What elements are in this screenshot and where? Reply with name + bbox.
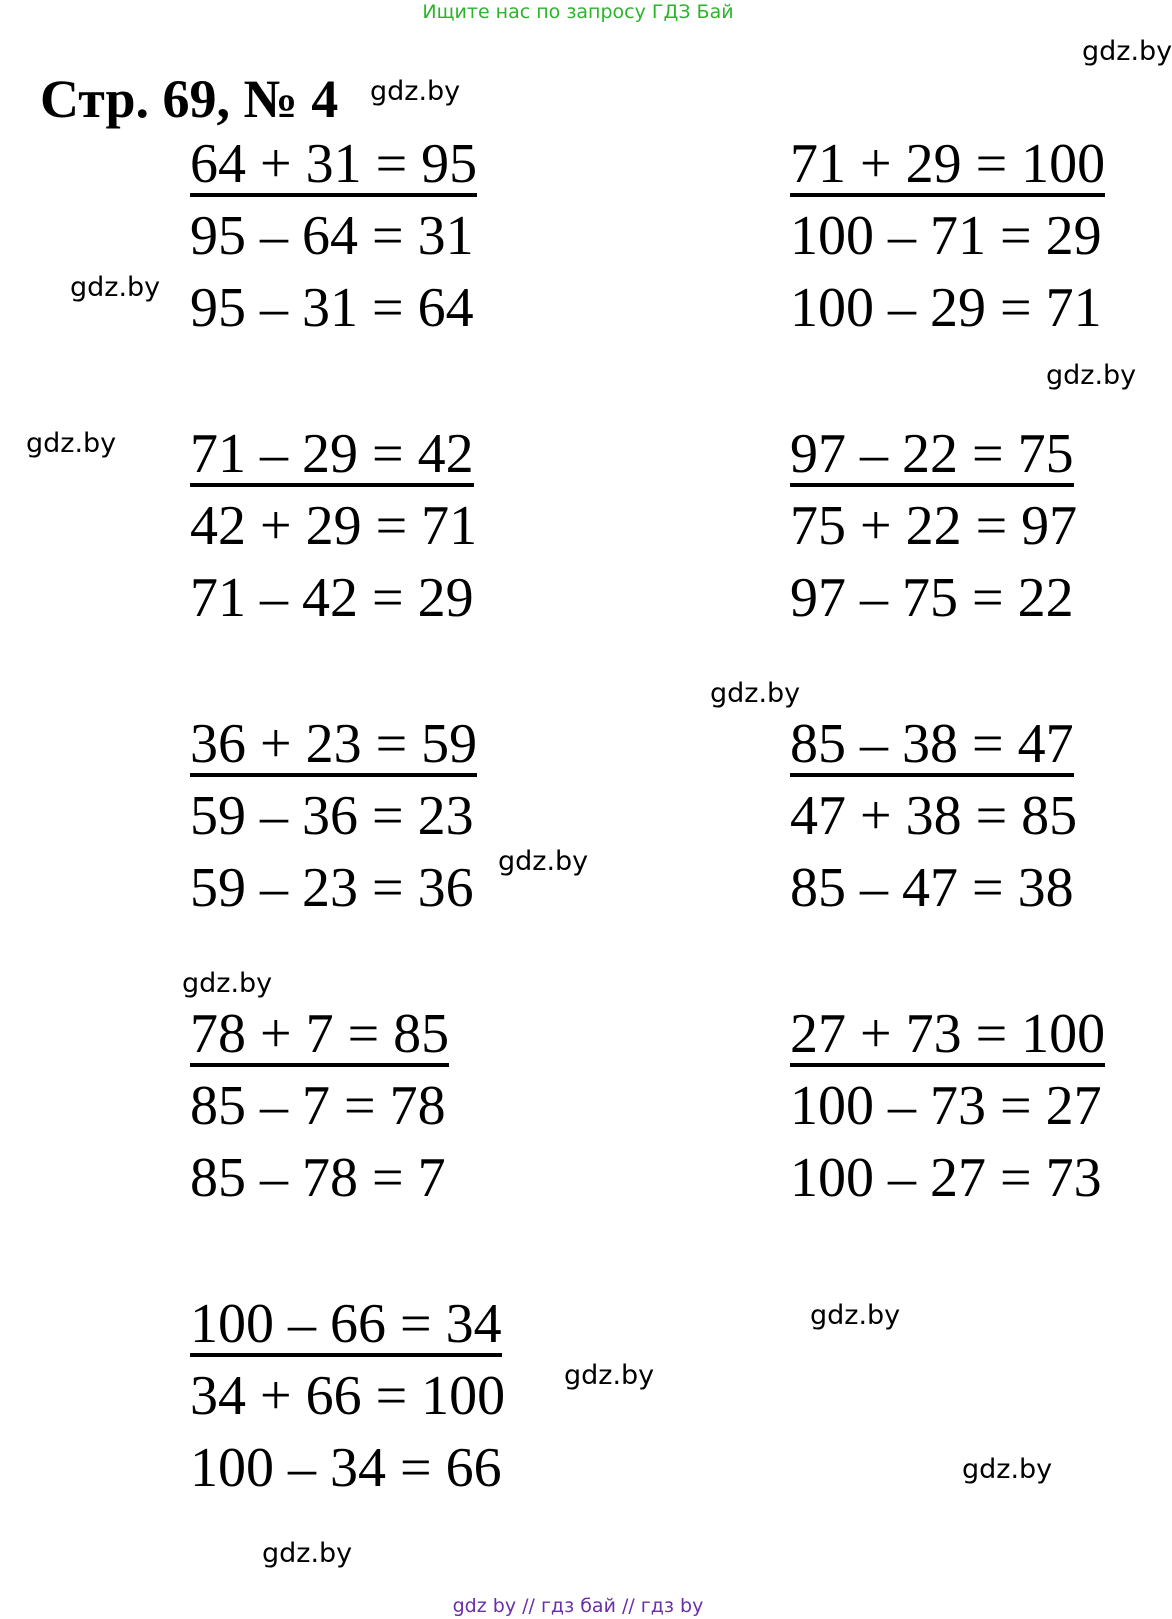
equation-check: 59 – 36 = 23 <box>190 785 474 847</box>
watermark: gdz.by <box>1082 36 1172 67</box>
watermark: gdz.by <box>564 1360 655 1391</box>
equation-check: 97 – 75 = 22 <box>790 567 1074 629</box>
equation-check: 95 – 64 = 31 <box>190 205 474 267</box>
watermark: gdz.by <box>370 76 461 107</box>
equation-group <box>790 134 1105 350</box>
watermark: gdz.by <box>810 1300 901 1331</box>
equation-main: 85 – 38 = 47 <box>790 713 1074 775</box>
equation-check: 71 – 42 = 29 <box>190 567 474 629</box>
footer-links[interactable]: gdz by // гдз бай // гдз by <box>452 1595 704 1617</box>
equation-check: 85 – 47 = 38 <box>790 857 1074 919</box>
exercise-heading: Стр. 69, № 4 <box>40 69 339 129</box>
equation-group <box>190 134 477 350</box>
equation-check: 34 + 66 = 100 <box>190 1365 506 1427</box>
equation-main: 71 + 29 = 100 <box>790 133 1106 195</box>
equation-check: 59 – 23 = 36 <box>190 857 474 919</box>
equation-check: 100 – 29 = 71 <box>790 277 1102 339</box>
equation-main: 78 + 7 = 85 <box>190 1003 450 1065</box>
equation-check: 100 – 27 = 73 <box>790 1147 1102 1209</box>
equation-check: 42 + 29 = 71 <box>190 495 478 557</box>
equation-group <box>790 714 1077 930</box>
equation-group <box>790 424 1077 640</box>
top-banner-link[interactable]: Ищите нас по запросу ГДЗ Бай <box>422 1 734 23</box>
watermark: gdz.by <box>262 1538 353 1569</box>
equation-main: 100 – 66 = 34 <box>190 1293 502 1355</box>
watermark: gdz.by <box>498 846 589 877</box>
equation-check: 100 – 71 = 29 <box>790 205 1102 267</box>
equation-check: 100 – 34 = 66 <box>190 1437 502 1499</box>
watermark: gdz.by <box>182 968 273 999</box>
equation-group <box>190 1294 505 1510</box>
equation-group <box>790 1004 1105 1220</box>
watermark: gdz.by <box>1046 360 1137 391</box>
watermark: gdz.by <box>710 678 801 709</box>
equation-check: 95 – 31 = 64 <box>190 277 474 339</box>
watermark: gdz.by <box>962 1454 1053 1485</box>
equation-main: 71 – 29 = 42 <box>190 423 474 485</box>
equation-check: 85 – 78 = 7 <box>190 1147 446 1209</box>
watermark: gdz.by <box>70 272 161 303</box>
equation-main: 27 + 73 = 100 <box>790 1003 1106 1065</box>
equation-group <box>190 714 477 930</box>
equation-check: 47 + 38 = 85 <box>790 785 1078 847</box>
equation-check: 85 – 7 = 78 <box>190 1075 446 1137</box>
equation-check: 75 + 22 = 97 <box>790 495 1078 557</box>
equation-main: 64 + 31 = 95 <box>190 133 478 195</box>
equation-main: 97 – 22 = 75 <box>790 423 1074 485</box>
watermark: gdz.by <box>26 428 117 459</box>
equation-group <box>190 424 477 640</box>
equation-main: 36 + 23 = 59 <box>190 713 478 775</box>
equation-group <box>190 1004 449 1220</box>
equation-check: 100 – 73 = 27 <box>790 1075 1102 1137</box>
